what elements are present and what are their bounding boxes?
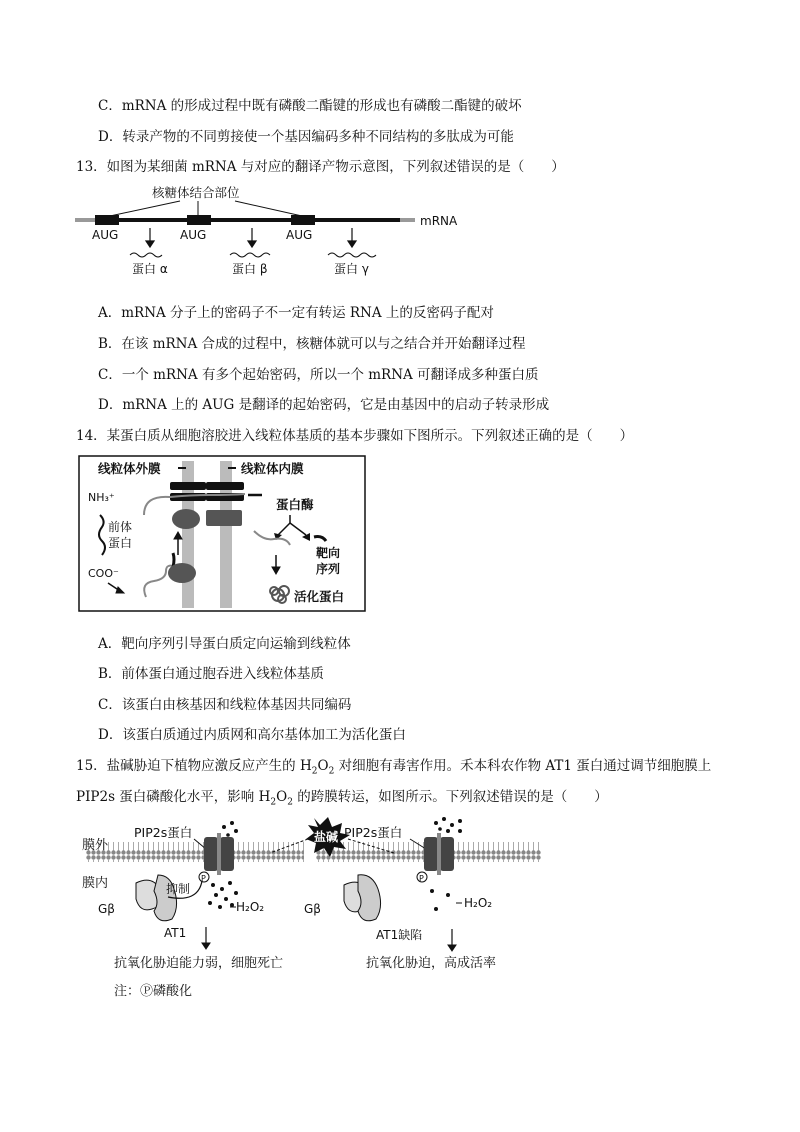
q13-protein-gamma: 蛋白 γ: [334, 262, 369, 276]
q15-stem-line-1: 15．盐碱胁迫下植物应激反应产生的 $H_2O_2$ 对细胞有毒害作用。禾本科农作物 AT1 蛋白通过调节细胞膜上: [76, 758, 712, 777]
q15-note: 注：Ⓟ磷酸化: [114, 984, 193, 999]
q14-outer-membrane-label: 线粒体外膜: [98, 461, 161, 476]
q15-inhibit-label: 抑制: [166, 882, 191, 896]
q13-codon-1: AUG: [92, 228, 119, 242]
q14-nh3-label: NH₃⁺: [88, 491, 115, 504]
q15-gb-left: Gβ: [98, 902, 115, 916]
q14-precursor-label-1: 前体: [108, 520, 133, 534]
q13-binding-label: 核糖体结合部位: [152, 185, 240, 200]
q15-result-right: 抗氧化胁迫，高成活率: [366, 956, 497, 971]
q13-protein-beta: 蛋白 β: [232, 262, 268, 276]
q15-inside-label: 膜内: [82, 876, 109, 891]
q14-option-c: C．该蛋白由核基因和线粒体基因共同编码: [98, 697, 352, 713]
q14-active-protein-label: 活化蛋白: [294, 589, 345, 604]
q14-inner-membrane-label: 线粒体内膜: [241, 461, 304, 476]
q14-option-a: A．靶向序列引导蛋白质定向运输到线粒体: [98, 636, 351, 652]
q15-h2o2-left: H₂O₂: [236, 900, 265, 914]
q13-option-c: C．一个 mRNA 有多个起始密码，所以一个 mRNA 可翻译成多种蛋白质: [98, 367, 539, 383]
q14-option-b: B．前体蛋白通过胞吞进入线粒体基质: [98, 666, 324, 682]
q15-h2o2-right: H₂O₂: [464, 896, 493, 910]
q13-stem: 13．如图为某细菌 mRNA 与对应的翻译产物示意图，下列叙述错误的是（ ）: [76, 159, 565, 175]
q12-option-d: D．转录产物的不同剪接使一个基因编码多种不同结构的多肽成为可能: [98, 129, 514, 145]
q14-coo-label: COO⁻: [88, 567, 119, 580]
q13-option-d: D．mRNA 上的 AUG 是翻译的起始密码，它是由基因中的启动子转录形成: [98, 397, 550, 413]
q14-stem: 14．某蛋白质从细胞溶胶进入线粒体基质的基本步骤如下图所示。下列叙述正确的是（ ）: [76, 428, 634, 444]
q14-option-d: D．该蛋白质通过内质网和高尔基体加工为活化蛋白: [98, 727, 406, 743]
q14-protease-label: 蛋白酶: [276, 497, 314, 512]
q13-codon-3: AUG: [286, 228, 313, 242]
q13-mrna-label: mRNA: [420, 214, 458, 228]
q13-option-b: B．在该 mRNA 合成的过程中，核糖体就可以与之结合并开始翻译过程: [98, 336, 526, 352]
q12-option-c: C．mRNA 的形成过程中既有磷酸二酯键的形成也有磷酸二酯键的破坏: [98, 98, 522, 114]
q15-stem-line-2: PIP2s 蛋白磷酸化水平，影响 $H_2O_2$ 的跨膜转运，如图所示。下列叙述错误的是（ ）: [76, 789, 608, 808]
q15-membrane-figure: [76, 815, 546, 1015]
q13-option-a: A．mRNA 分子上的密码子不一定有转运 RNA 上的反密码子配对: [98, 305, 494, 321]
q15-pip-right-label: PIP2s蛋白: [344, 825, 403, 840]
q15-result-left: 抗氧化胁迫能力弱，细胞死亡: [114, 956, 284, 971]
q13-protein-alpha: 蛋白 α: [132, 262, 168, 276]
q15-phospho-right: P: [419, 874, 424, 883]
q14-target-label-1: 靶向: [316, 546, 341, 560]
q13-mrna-figure: [70, 183, 470, 288]
q15-outside-label: 膜外: [82, 838, 109, 853]
q14-mitochondria-figure: [78, 455, 366, 613]
q15-phospho-left: P: [201, 874, 206, 883]
q15-at1-label: AT1: [164, 926, 187, 940]
q15-gb-right: Gβ: [304, 902, 321, 916]
q14-precursor-label-2: 蛋白: [108, 536, 133, 550]
q15-at1-defect-label: AT1缺陷: [376, 928, 423, 942]
q14-target-label-2: 序列: [316, 562, 341, 576]
q13-codon-2: AUG: [180, 228, 207, 242]
q15-salt-label: 盐碱: [314, 830, 339, 844]
q15-pip-left-label: PIP2s蛋白: [134, 825, 193, 840]
